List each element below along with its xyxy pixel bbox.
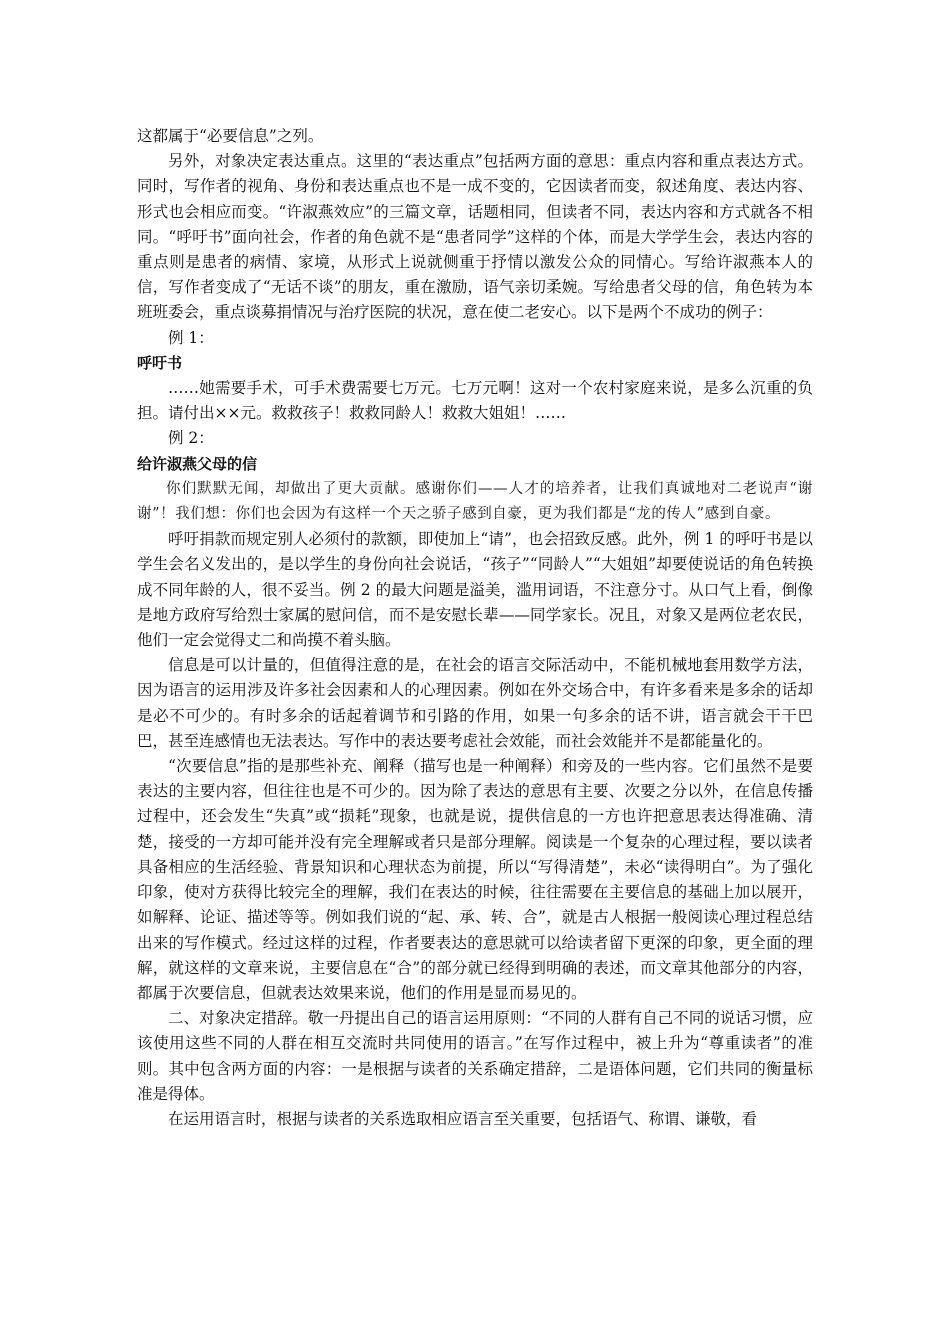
paragraph-language-use: 在运用语言时，根据与读者的关系选取相应语言至关重要，包括语气、称谓、谦敬，看 [168, 1109, 758, 1128]
paragraph-analysis: 呼吁捐款而规定别人必须付的款额，即使加上“请”，也会招致反感。此外，例 1 的呼吁书是以学生会名义发出的，是以学生的身份向社会说话，“孩子”“同龄人”“大姐姐”却要使说话的角色转换成不同年龄的人，很不妥当。例 2 的最大问题是溢美，滥用词语，不注意分寸。从口气上看，倒像是地方政府写给烈士家属的慰问信，而不是安慰长辈——同学家长。况且，对象又是两位老农民，他们一定会觉得丈二和尚摸不着头脑。 [137, 530, 813, 650]
example-1-body: ……她需要手术，可手术费需要七万元。七万元啊！这对一个农村家庭来说，是多么沉重的负担。请付出××元。救救孩子！救救同龄人！救救大姐姐！…… [137, 379, 813, 423]
example-2-label: 例 2： [168, 429, 214, 448]
example-2-body: 你们默默无闻，却做出了更大贡献。感谢你们——人才的培养者，让我们真诚地对二老说声“谢谢”！我们想：你们也会因为有这样一个天之骄子感到自豪，更为我们都是“龙的传人”感到自豪。 [137, 480, 813, 523]
paragraph-secondary-info: “次要信息”指的是那些补充、阐释（描写也是一种阐释）和旁及的一些内容。它们虽然不是要表达的主要内容，但往往也是不可少的。因为除了表达的意思有主要、次要之分以外，在信息传播过程中，还会发生“失真”或“损耗”现象，也就是说，提供信息的一方也许把意思表达得准确、清楚，接受的一方却可能并没有完全理解或者只是部分理解。阅读是一个复杂的心理过程，要以读者具备相应的生活经验、背景知识和心理状态为前提，所以“写得清楚”，未必“读得明白”。为了强化印象，使对方获得比较完全的理解，我们在表达的时候，往往需要在主要信息的基础上加以展开，如解释、论证、描述等等。例如我们说的“起、承、转、合”，就是古人根据一般阅读心理过程总结出来的写作模式。经过这样的过程，作者要表达的意思就可以给读者留下更深的印象，更全面的理解，就这样的文章来说，主要信息在“合”的部分就已经得到明确的表述，而文章其他部分的内容，都属于次要信息，但就表达效果来说，他们的作用是显而易见的。 [137, 757, 813, 1002]
paragraph-wording: 二、对象决定措辞。敬一丹提出自己的语言运用原则：“不同的人群有自己不同的说话习惯，应该使用这些不同的人群在相互交流时共同使用的语言。”在写作过程中，被上升为“尊重读者”的准则。其中包含两方面的内容：一是根据与读者的关系确定措辞，二是语体问题，它们共同的衡量标准是得体。 [137, 1009, 813, 1103]
example-2-title: 给许淑燕父母的信 [137, 454, 258, 473]
document-page [137, 124, 813, 1132]
paragraph-necessary-info: 这都属于“必要信息”之列。 [137, 127, 324, 145]
paragraph-expression-focus: 另外，对象决定表达重点。这里的“表达重点”包括两方面的意思：重点内容和重点表达方式。同时，写作者的视角、身份和表达重点也不是一成不变的，它因读者而变，叙述角度、表达内容、形式也会相应而变。“许淑燕效应”的三篇文章，话题相同，但读者不同，表达内容和方式就各不相同。“呼吁书”面向社会，作者的角色就不是“患者同学”这样的个体，而是大学学生会，表达内容的重点则是患者的病情、家境，从形式上说就侧重于抒情以激发公众的同情心。写给许淑燕本人的信，写作者变成了“无话不谈”的朋友，重在激励，语气亲切柔婉。写给患者父母的信，角色转为本班班委会，重点谈募捐情况与治疗医院的状况，意在使二老安心。以下是两个不成功的例子： [137, 152, 813, 322]
paragraph-information-measurable: 信息是可以计量的，但值得注意的是，在社会的语言交际活动中，不能机械地套用数学方法，因为语言的运用涉及许多社会因素和人的心理因素。例如在外交场合中，有许多看来是多余的话却是必不可少的。有时多余的话起着调节和引路的作用，如果一句多余的话不讲，语言就会干干巴巴，甚至连感情也无法表达。写作中的表达要考虑社会效能，而社会效能并不是都能量化的。 [137, 656, 813, 750]
example-1-title: 呼吁书 [137, 353, 183, 372]
example-1-label: 例 1： [168, 328, 214, 347]
